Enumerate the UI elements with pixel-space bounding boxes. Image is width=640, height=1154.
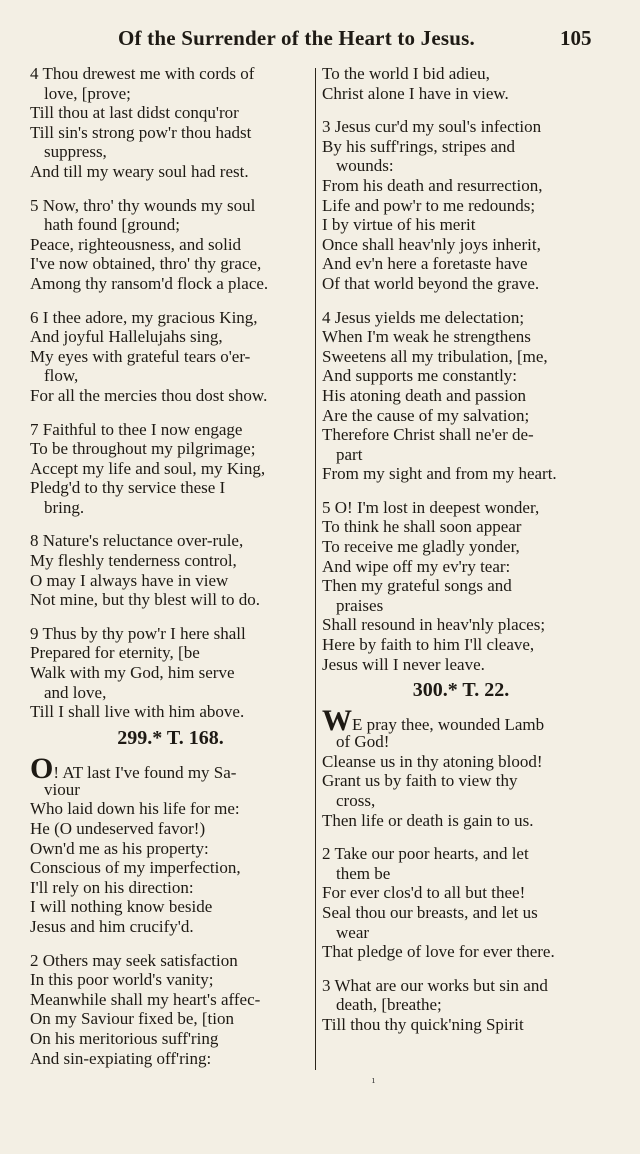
verse-line: praises xyxy=(336,595,384,615)
verse-line: bring. xyxy=(44,497,85,517)
right-column xyxy=(322,64,600,1035)
verse-line: For ever clos'd to all but thee! xyxy=(322,883,526,903)
verse-line: Till thou thy quick'ning Spirit xyxy=(322,1014,524,1034)
stanza xyxy=(322,64,600,103)
verse-line: Prepared for eternity, [be xyxy=(30,643,200,663)
verse-line: 4 Thou drewest me with cords of xyxy=(30,64,255,83)
hymn-lines xyxy=(30,780,311,937)
left-column xyxy=(30,64,311,1068)
verse-line: I'll rely on his direction: xyxy=(30,877,194,897)
hymn-299 xyxy=(30,726,311,937)
verse-line: 6 I thee adore, my gracious King, xyxy=(30,307,258,327)
verse-line: Conscious of my imperfection, xyxy=(30,858,241,878)
verse-line: 7 Faithful to thee I now engage xyxy=(30,419,243,439)
verse-line: To be throughout my pilgrimage; xyxy=(30,439,256,459)
verse-line: Then my grateful songs and xyxy=(322,576,512,596)
verse-line: Till thou at last didst conqu'ror xyxy=(30,103,239,123)
verse-line: When I'm weak he strengthens xyxy=(322,327,531,347)
verse-line: Who laid down his life for me: xyxy=(30,799,240,819)
page-title: Of the Surrender of the Heart to Jesus. xyxy=(118,26,475,50)
hymn-number: 300.* T. 22. xyxy=(412,679,510,702)
verse-line: In this poor world's vanity; xyxy=(30,970,214,990)
verse-line: 3 What are our works but sin and xyxy=(322,975,548,995)
verse-line: And joyful Hallelujahs sing, xyxy=(30,327,223,347)
left-stanzas xyxy=(30,64,311,722)
verse-line: I've now obtained, thro' thy grace, xyxy=(30,254,262,274)
verse-line: That pledge of love for ever there. xyxy=(322,942,555,962)
verse-line: By his suff'rings, stripes and xyxy=(322,136,516,156)
verse-line: Till I shall live with him above. xyxy=(30,702,245,722)
verse-line: And ev'n here a foretaste have xyxy=(322,254,528,274)
verse-line: Pledg'd to thy service these I xyxy=(30,478,226,498)
page-number: 105 xyxy=(560,26,592,50)
verse-line: and love, xyxy=(44,682,107,702)
hymn-300 xyxy=(322,678,600,830)
verse-line: wounds: xyxy=(336,156,394,176)
verse-line: Not mine, but thy blest will to do. xyxy=(30,590,260,610)
hymn-first-line xyxy=(322,704,600,738)
verse-line: them be xyxy=(336,863,391,883)
verse-line: 5 Now, thro' thy wounds my soul xyxy=(30,195,256,215)
verse-line: 3 Jesus cur'd my soul's infection xyxy=(322,117,542,137)
verse-line: Sweetens all my tribulation, [me, xyxy=(322,346,548,366)
verse-line: wear xyxy=(336,922,370,942)
drop-cap: W xyxy=(322,704,352,738)
verse-line: flow, xyxy=(44,366,79,386)
verse-line: Then life or death is gain to us. xyxy=(322,810,534,830)
stanza xyxy=(30,531,311,609)
verse-line: He (O undeserved favor!) xyxy=(30,819,206,838)
stanza xyxy=(322,308,600,484)
column-divider xyxy=(315,68,316,1070)
verse-line: Of that world beyond the grave. xyxy=(322,273,540,293)
verse-line: love, [prove; xyxy=(44,83,131,103)
verse-line: 8 Nature's reluctance over-rule, xyxy=(30,531,244,551)
verse-line: 2 Others may seek satisfaction xyxy=(30,950,238,970)
verse-line: Among thy ransom'd flock a place. xyxy=(30,273,269,293)
verse-line: 4 Jesus yields me delectation; xyxy=(322,307,525,327)
verse-line: Shall resound in heav'nly places; xyxy=(322,615,546,635)
verse-line: Life and pow'r to me redounds; xyxy=(322,195,536,215)
verse-line: of God! xyxy=(336,732,390,752)
left-stanza-2 xyxy=(30,951,311,1069)
page-header xyxy=(0,26,640,60)
verse-line: 5 O! I'm lost in deepest wonder, xyxy=(322,497,540,517)
stanza xyxy=(30,420,311,518)
first-line-text: E pray thee, wounded Lamb xyxy=(352,715,545,735)
stanza xyxy=(322,844,600,962)
verse-line: Here by faith to him I'll cleave, xyxy=(322,635,535,655)
page-speck: ı xyxy=(372,1076,375,1086)
verse-line: My eyes with grateful tears o'er- xyxy=(30,346,251,366)
verse-line: hath found [ground; xyxy=(44,215,180,235)
verse-line: Till sin's strong pow'r thou hadst xyxy=(30,122,252,142)
verse-line: On my Saviour fixed be, [tion xyxy=(30,1009,234,1029)
verse-line: Own'd me as his property: xyxy=(30,838,209,858)
verse-line: 2 Take our poor hearts, and let xyxy=(322,844,529,864)
verse-line: My fleshly tenderness control, xyxy=(30,551,237,571)
hymn-number: 299.* T. 168. xyxy=(117,726,224,749)
stanza xyxy=(30,624,311,722)
verse-line: Cleanse us in thy atoning blood! xyxy=(322,751,543,771)
right-stanzas-b xyxy=(322,844,600,1034)
verse-line: Walk with my God, him serve xyxy=(30,663,235,683)
verse-line: And wipe off my ev'ry tear: xyxy=(322,556,511,576)
verse-line: On his meritorious suff'ring xyxy=(30,1028,219,1048)
drop-cap: O xyxy=(30,751,54,785)
verse-line: And sin-expiating off'ring: xyxy=(30,1048,212,1068)
right-stanzas xyxy=(322,64,600,674)
verse-line: death, [breathe; xyxy=(336,995,442,1015)
verse-line: 9 Thus by thy pow'r I here shall xyxy=(30,623,246,643)
verse-line: Meanwhile shall my heart's affec- xyxy=(30,989,261,1009)
verse-line: To receive me gladly yonder, xyxy=(322,537,520,557)
verse-line: From his death and resurrection, xyxy=(322,175,543,195)
verse-line: Therefore Christ shall ne'er de- xyxy=(322,425,534,445)
verse-line: Are the cause of my salvation; xyxy=(322,405,530,425)
verse-line: viour xyxy=(44,779,80,799)
verse-line: I will nothing know beside xyxy=(30,897,213,917)
verse-line: From my sight and from my heart. xyxy=(322,464,557,484)
verse-line: Accept my life and soul, my King, xyxy=(30,458,266,478)
verse-line: I by virtue of his merit xyxy=(322,215,476,235)
stanza xyxy=(322,498,600,674)
verse-line: His atoning death and passion xyxy=(322,385,526,405)
verse-line: Christ alone I have in view. xyxy=(322,83,509,103)
stanza xyxy=(30,64,311,182)
verse-line: To the world I bid adieu, xyxy=(322,64,490,83)
verse-line: Once shall heav'nly joys inherit, xyxy=(322,234,541,254)
stanza xyxy=(30,196,311,294)
verse-line: For all the mercies thou dost show. xyxy=(30,385,268,405)
hymn-first-line xyxy=(30,751,311,785)
verse-line: Grant us by faith to view thy xyxy=(322,771,518,791)
stanza xyxy=(322,976,600,1035)
verse-line: Jesus will I never leave. xyxy=(322,654,485,674)
verse-line: To think he shall soon appear xyxy=(322,517,522,537)
verse-line: cross, xyxy=(336,791,376,810)
stanza xyxy=(30,308,311,406)
verse-line: Seal thou our breasts, and let us xyxy=(322,902,538,922)
stanza xyxy=(322,117,600,293)
verse-line: Jesus and him crucify'd. xyxy=(30,916,194,936)
verse-line: suppress, xyxy=(44,142,107,162)
first-line-text: ! AT last I've found my Sa- xyxy=(53,762,237,782)
verse-line: Peace, righteousness, and solid xyxy=(30,234,242,254)
verse-line: And till my weary soul had rest. xyxy=(30,161,249,181)
verse-line: And supports me constantly: xyxy=(322,366,518,386)
verse-line: O may I always have in view xyxy=(30,570,229,590)
hymn-lines xyxy=(322,732,600,830)
verse-line: part xyxy=(336,444,363,464)
